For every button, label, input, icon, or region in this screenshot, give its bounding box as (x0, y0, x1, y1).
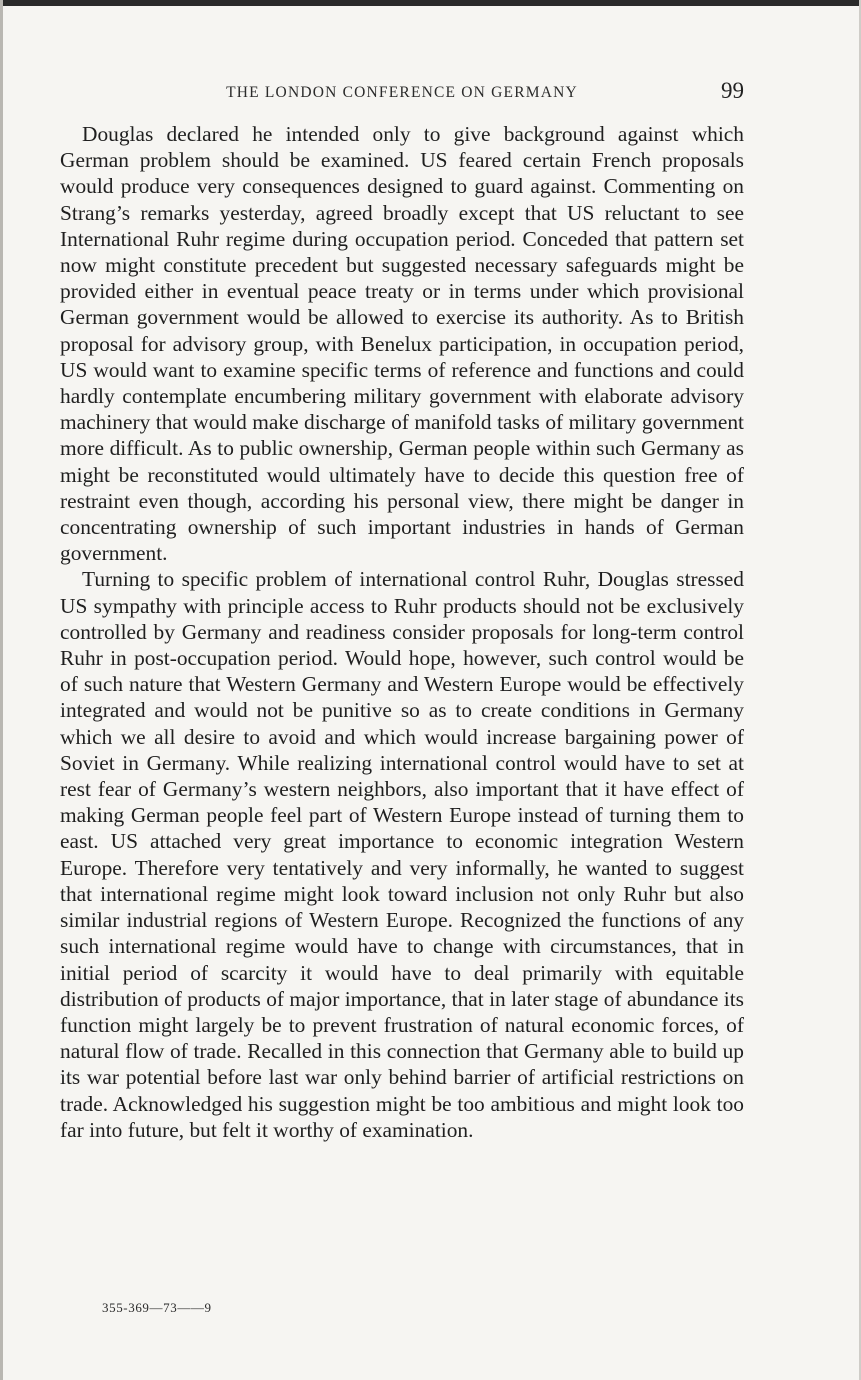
page-left-edge (0, 0, 3, 1380)
print-signature-code: 355-369—73——9 (102, 1300, 212, 1315)
running-head (60, 78, 744, 108)
paragraph-1: Douglas declared he intended only to give background against which German problem should be examined. US feared certain French proposals would produce very consequences designed to guard against. Commenting on Strang’s remarks yesterday, agreed broadly except that US reluctant to see International Ruhr regime during occupation period. Conceded that pattern set now might constitute precedent but suggested necessary safeguards might be provided either in eventual peace treaty or in terms under which provisional German government would be allowed to exercise its authority. As to British proposal for advisory group, with Benelux participation, in occupation period, US would want to examine specific terms of reference and functions and could hardly contemplate encumbering military government with elaborate advisory machinery that would make discharge of manifold tasks of military government more difficult. As to public ownership, German people within such Germany as might be reconstituted would ultimately have to decide this question free of restraint even though, according his personal view, there might be danger in concentrating ownership of such important industries in hands of German government. (60, 122, 744, 566)
page-top-edge (0, 0, 861, 6)
running-title: THE LONDON CONFERENCE ON GERMANY (226, 84, 578, 101)
paragraph-2: Turning to specific problem of international control Ruhr, Douglas stressed US sympathy with principle access to Ruhr products should not be exclusively controlled by Germany and readiness consider proposals for long-term control Ruhr in post-occupation period. Would hope, however, such control would be of such nature that Western Germany and Western Europe would be effectively integrated and would not be punitive so as to create conditions in Germany which we all desire to avoid and which would increase bargaining power of Soviet in Germany. While realizing international control would have to set at rest fear of Germany’s western neighbors, also important that it have effect of making German people feel part of Western Europe instead of turning them to east. US attached very great importance to economic integration Western Europe. Therefore very tentatively and very informally, he wanted to suggest that international regime might look toward inclusion not only Ruhr but also similar industrial regions of Western Europe. Recognized the functions of any such international regime would have to change with circumstances, that in initial period of scarcity it would have to deal primarily with equitable distribution of products of major importance, that in later stage of abundance its function might largely be to prevent frustration of natural economic forces, of natural flow of trade. Recalled in this connection that Germany able to build up its war potential before last war only behind barrier of artificial restrictions on trade. Acknowledged his suggestion might be too ambitious and might look too far into future, but felt it worthy of examination. (60, 567, 744, 1142)
body-text (60, 121, 744, 1143)
page-number: 99 (721, 78, 744, 103)
